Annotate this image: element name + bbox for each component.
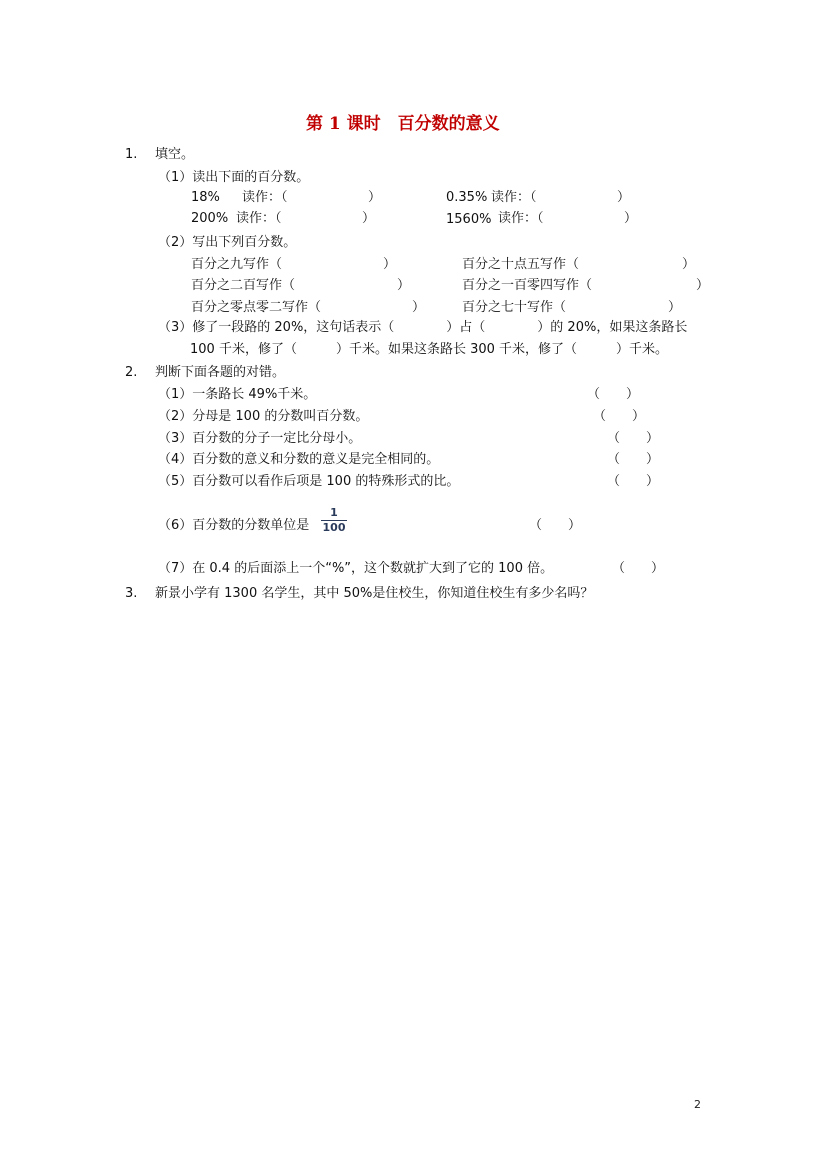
- q2-item-3: （3）百分数的分子一定比分母小。: [158, 431, 362, 446]
- q1-p2-item-3: 百分之二百写作（: [191, 278, 296, 293]
- fraction-one-hundredth: [321, 507, 347, 534]
- question-1-number: 1.: [125, 147, 138, 162]
- q1-p1-close-4: ）: [624, 211, 638, 226]
- q2-item-2: （2）分母是 100 的分数叫百分数。: [158, 409, 369, 424]
- q1-p1-label-2: 读作：（: [491, 190, 537, 205]
- question-3-number: 3.: [125, 586, 138, 601]
- q1-p2-close-2: ）: [682, 257, 696, 272]
- q1-p1-value-3: 200%: [191, 211, 229, 226]
- q1-p2-item-4: 百分之一百零四写作（: [462, 278, 593, 293]
- q2-item-1: （1）一条路长 49%千米。: [158, 387, 317, 402]
- q2-bracket-1: （ ）: [587, 387, 640, 402]
- q2-bracket-7: （ ）: [612, 561, 665, 576]
- q2-item-7: （7）在 0.4 的后面添上一个“%”，这个数就扩大到了它的 100 倍。: [158, 561, 554, 576]
- q1-p2-close-3: ）: [397, 278, 411, 293]
- page-number: 2: [694, 1098, 701, 1111]
- q1-p2-close-6: ）: [668, 300, 682, 315]
- q2-bracket-4: （ ）: [607, 452, 660, 467]
- q2-bracket-5: （ ）: [607, 474, 660, 489]
- q1-part2-heading: （2）写出下列百分数。: [158, 235, 297, 250]
- q1-p2-close-4: ）: [696, 278, 710, 293]
- q2-item-5: （5）百分数可以看作后项是 100 的特殊形式的比。: [158, 474, 460, 489]
- q1-p2-item-6: 百分之七十写作（: [462, 300, 567, 315]
- q1-p1-close-3: ）: [362, 211, 376, 226]
- q2-item-4: （4）百分数的意义和分数的意义是完全相同的。: [158, 452, 440, 467]
- q2-item-6: （6）百分数的分数单位是: [158, 518, 310, 533]
- q1-p2-item-1: 百分之九写作（: [191, 257, 283, 272]
- q1-part1-heading: （1）读出下面的百分数。: [158, 170, 310, 185]
- q1-p1-value-1: 18%: [191, 190, 220, 205]
- q1-p1-close-1: ）: [368, 190, 382, 205]
- q1-p1-value-2: 0.35%: [446, 190, 488, 205]
- q1-part3-line-2: 100 千米，修了（ ）千米。如果这条路长 300 千米，修了（ ）千米。: [190, 342, 669, 357]
- question-2-number: 2.: [125, 365, 138, 380]
- q1-p1-value-4: 1560%: [446, 212, 492, 227]
- q2-bracket-6: （ ）: [529, 518, 582, 533]
- q1-part3-line-1: （3）修了一段路的 20%，这句话表示（ ）占（ ）的 20%，如果这条路长: [158, 320, 688, 335]
- fraction-numerator: 1: [330, 506, 338, 519]
- q1-p1-label-4: 读作：（: [498, 211, 544, 226]
- q2-bracket-2: （ ）: [593, 409, 646, 424]
- q1-p1-close-2: ）: [617, 190, 631, 205]
- q1-p1-label-3: 读作：（: [236, 211, 282, 226]
- q1-p2-item-2: 百分之十点五写作（: [462, 257, 580, 272]
- q1-p2-close-5: ）: [412, 300, 426, 315]
- page-title: 第 1 课时 百分数的意义: [306, 114, 500, 134]
- q2-bracket-3: （ ）: [607, 431, 660, 446]
- q1-p2-item-5: 百分之零点零二写作（: [191, 300, 322, 315]
- q1-p1-label-1: 读作：（: [242, 190, 288, 205]
- q1-p2-close-1: ）: [383, 257, 397, 272]
- question-3-text: 新景小学有 1300 名学生，其中 50%是住校生，你知道住校生有多少名吗？: [155, 586, 594, 601]
- fraction-denominator: 100: [322, 521, 346, 534]
- question-1-heading: 填空。: [155, 147, 195, 162]
- question-2-heading: 判断下面各题的对错。: [155, 365, 286, 380]
